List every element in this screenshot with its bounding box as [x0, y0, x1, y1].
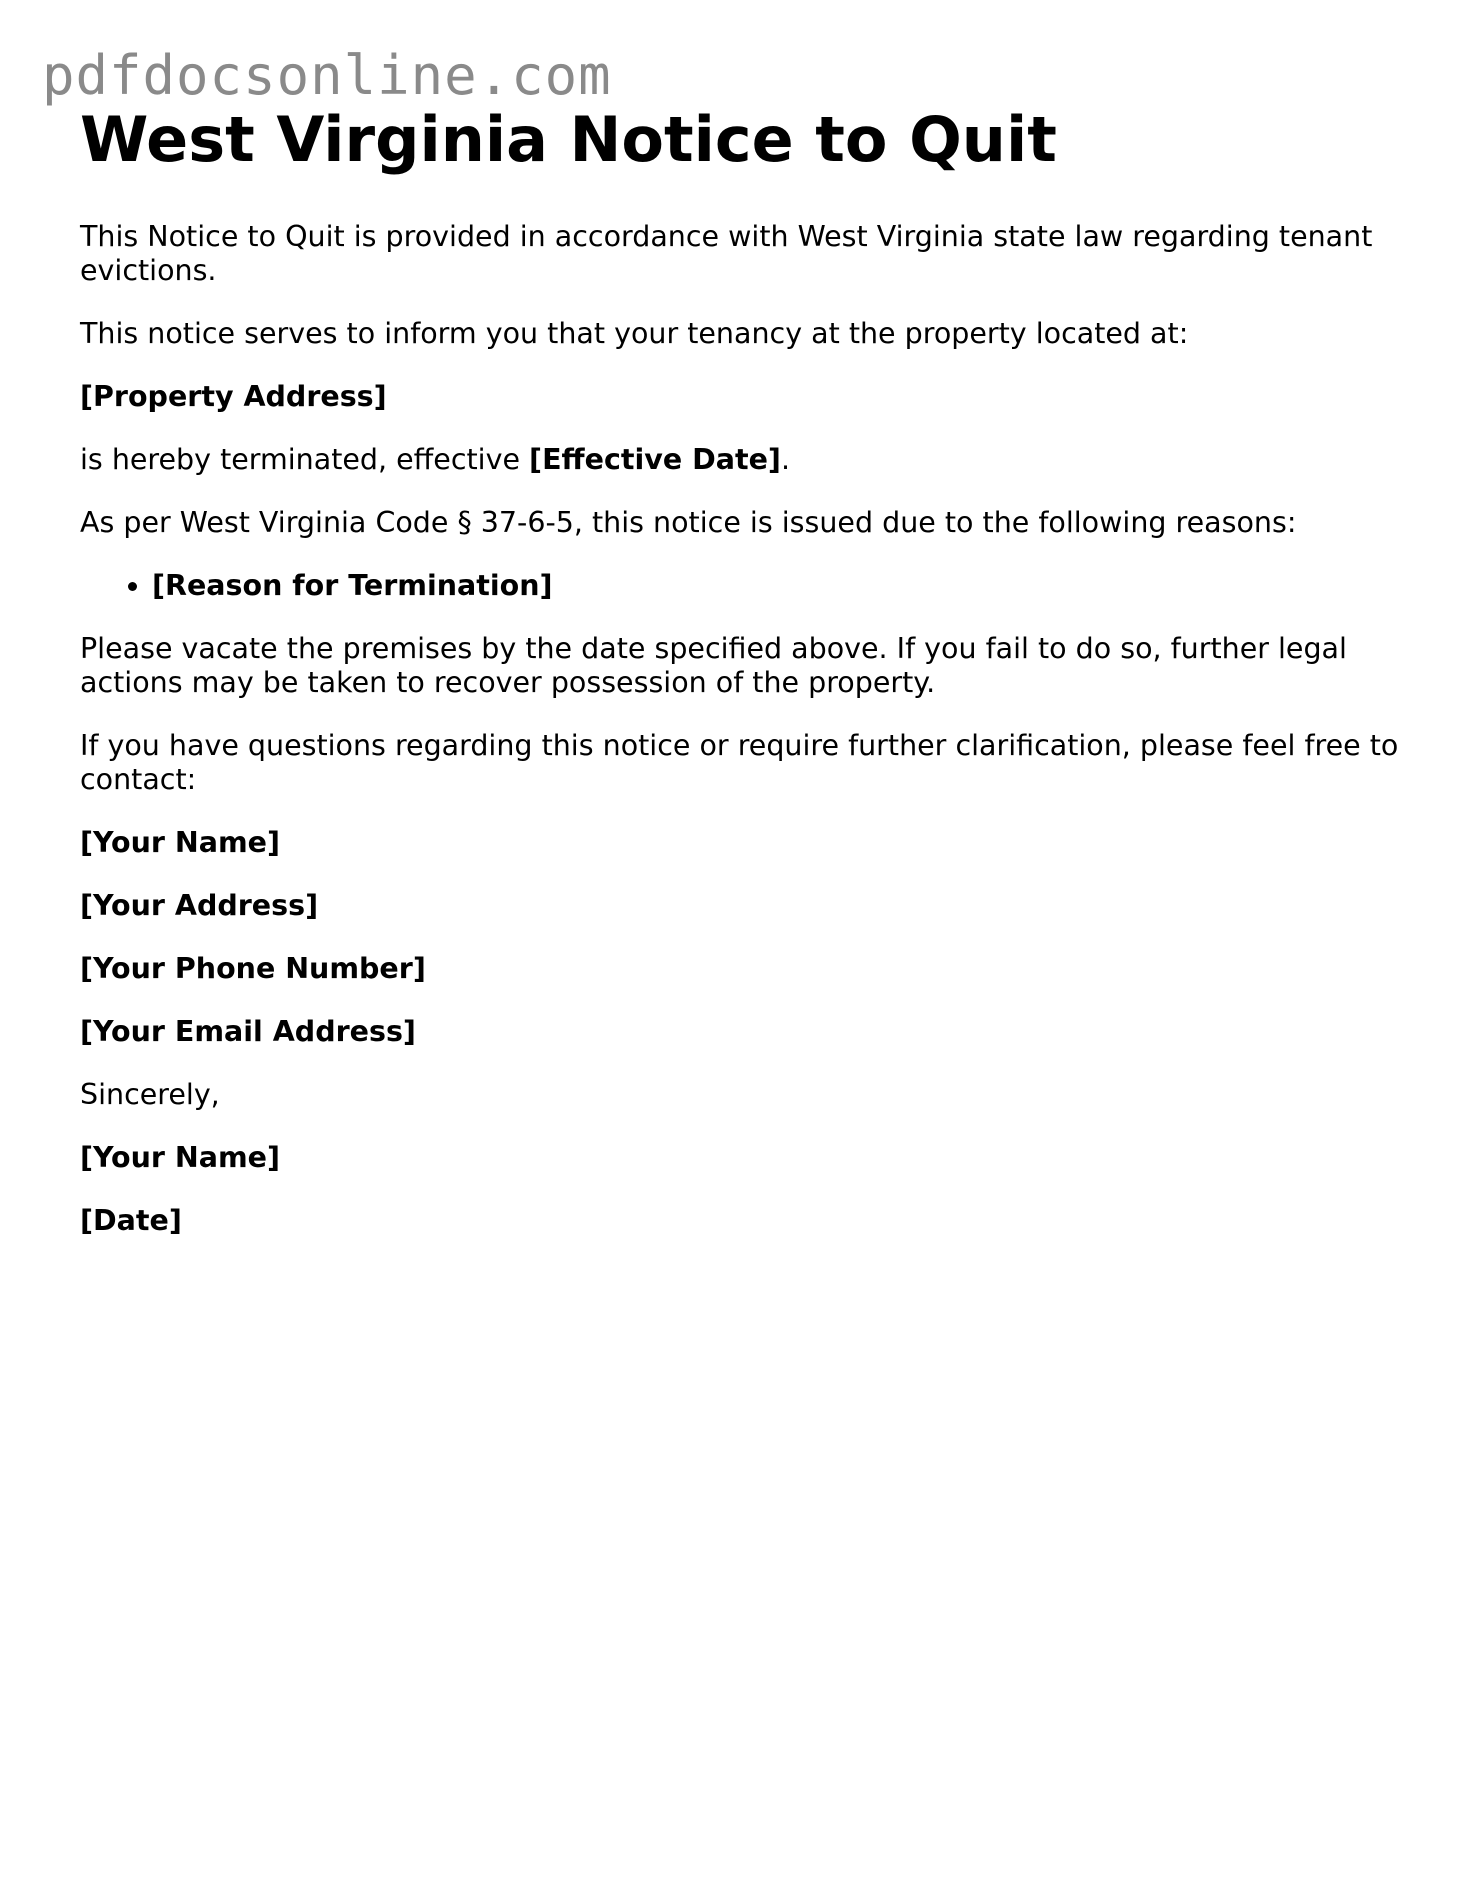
document-body [80, 100, 1400, 1267]
closing-salutation: Sincerely, [80, 1078, 220, 1111]
effective-date-placeholder: [Effective Date] [529, 443, 781, 476]
contact-phone-placeholder: [Your Phone Number] [80, 952, 426, 985]
contact-address-placeholder: [Your Address] [80, 889, 319, 922]
reasons-list [80, 569, 1400, 603]
watermark: pdfdocsonline.com [42, 44, 612, 107]
vacate-paragraph: Please vacate the premises by the date specified above. If you fail to do so, further legal actions may be taken to recover possession of the property. [80, 632, 1347, 699]
termination-paragraph [80, 443, 1400, 477]
reason-item: • [Reason for Termination] [152, 569, 1400, 603]
termination-suffix: . [780, 443, 791, 476]
contact-name-placeholder: [Your Name] [80, 826, 281, 859]
property-address-placeholder: [Property Address] [80, 380, 387, 413]
date-placeholder: [Date] [80, 1204, 182, 1237]
code-paragraph: As per West Virginia Code § 37-6-5, this notice is issued due to the following reasons: [80, 506, 1297, 539]
termination-prefix: is hereby terminated, effective [80, 443, 530, 476]
questions-paragraph: If you have questions regarding this notice or require further clarification, please feel free to contact: [80, 729, 1399, 796]
tenancy-paragraph: This notice serves to inform you that your tenancy at the property located at: [80, 317, 1189, 350]
intro-paragraph: This Notice to Quit is provided in accordance with West Virginia state law regarding tenant evictions. [80, 220, 1373, 287]
contact-email-placeholder: [Your Email Address] [80, 1015, 416, 1048]
page-title: West Virginia Notice to Quit [80, 103, 1057, 176]
signature-name-placeholder: [Your Name] [80, 1141, 281, 1174]
